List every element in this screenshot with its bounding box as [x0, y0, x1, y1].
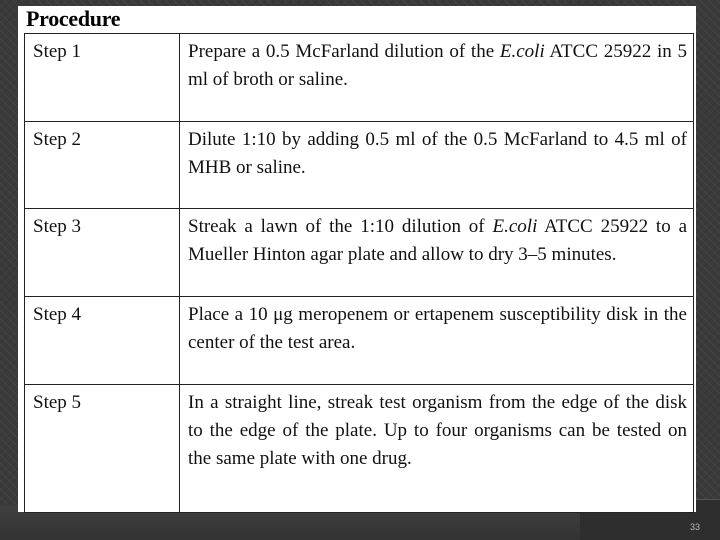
document-page — [18, 6, 696, 512]
step-text: Streak a lawn of the 1:10 dilution of — [188, 216, 493, 238]
step-text: Prepare a 0.5 McFarland dilution of the — [188, 41, 500, 62]
table-row — [25, 34, 694, 122]
step-text: Place a 10 μg meropenem or ertapenem susceptibility disk in the center of the test area. — [188, 304, 687, 354]
step-text: ATCC 25922 in 5 ml of broth or saline. — [188, 41, 687, 90]
step-label: Step 3 — [25, 209, 180, 297]
step-label: Step 5 — [25, 384, 180, 512]
organism-name: E.coli — [492, 216, 538, 238]
table-row — [25, 209, 694, 297]
table-row — [25, 297, 694, 385]
step-description — [180, 209, 694, 297]
step-label: Step 4 — [25, 297, 180, 385]
step-text: ATCC 25922 to a Mueller Hinton agar plate and allow to dry 3–5 minutes. — [188, 216, 688, 266]
page-title: Procedure — [26, 6, 121, 31]
step-label: Step 2 — [25, 121, 180, 209]
table-row — [25, 121, 694, 209]
step-description — [180, 121, 694, 209]
step-text: Dilute 1:10 by adding 0.5 ml of the 0.5 McFarland to 4.5 ml of MHB or saline. — [188, 128, 687, 178]
procedure-table — [24, 33, 694, 513]
slide-number: 33 — [689, 522, 700, 532]
step-label: Step 1 — [25, 34, 180, 122]
organism-name: E.coli — [499, 41, 545, 62]
table-row — [25, 384, 694, 512]
step-description — [180, 34, 694, 122]
step-description — [180, 384, 694, 512]
step-text: In a straight line, streak test organism from the edge of the disk to the edge of the plate. Up to four organisms can be tested on the same plate with one drug. — [188, 391, 687, 469]
step-description — [180, 297, 694, 385]
